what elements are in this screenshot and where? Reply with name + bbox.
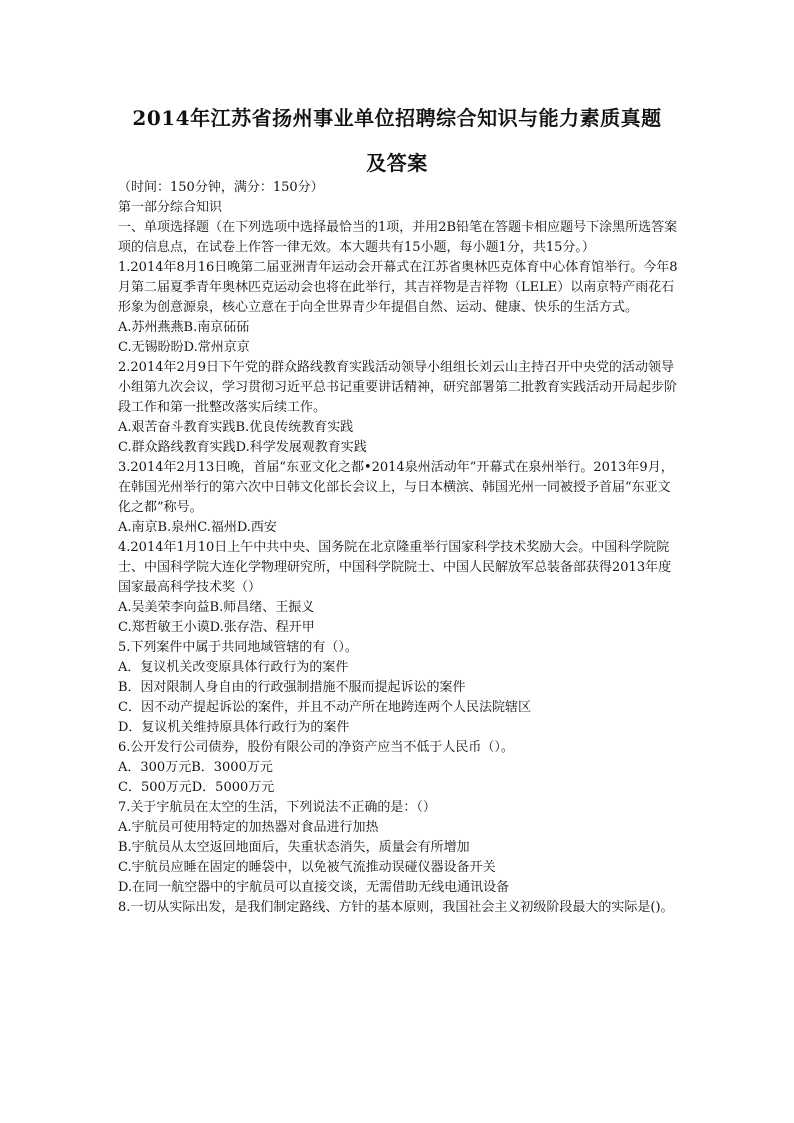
exam-info: （时间：150分钟，满分：150分） xyxy=(118,180,324,195)
instructions: 一、单项选择题（在下列选项中选择最恰当的1项，并用2B铅笔在答题卡相应题号下涂黑所选答案项的信息点，在试卷上作答一律无效。本大题共有15小题，每小题1分，共15分。） xyxy=(118,220,678,255)
question-4-options-cd: C.郑哲敏王小谟D.张存浩、程开甲 xyxy=(118,620,315,635)
question-4-options-ab: A.吴美荣李向益B.师昌绪、王振义 xyxy=(118,600,315,615)
question-5-option-d: D．复议机关维持原具体行政行为的案件 xyxy=(118,720,350,735)
question-1-options-ab: A.苏州燕燕B.南京砳砳 xyxy=(118,320,250,335)
question-2-options-ab: A.艰苦奋斗教育实践B.优良传统教育实践 xyxy=(118,420,354,435)
question-6-options-cd: C．500万元D．5000万元 xyxy=(118,780,275,795)
question-6: 6.公开发行公司债券，股份有限公司的净资产应当不低于人民币（）。 xyxy=(118,740,514,755)
question-4: 4.2014年1月10日上午中共中央、国务院在北京隆重举行国家科学技术奖励大会。中国科学院院士、中国科学院大连化学物理研究所，中国科学院院士、中国人民解放军总装备部获得2013年度国家最高科学技术奖（） xyxy=(118,540,672,595)
question-5-option-b: B．因对限制人身自由的行政强制措施不服而提起诉讼的案件 xyxy=(118,680,466,695)
document-title: 2014年江苏省扬州事业单位招聘综合知识与能力素质真题 xyxy=(132,106,662,130)
question-1-options-cd: C.无锡盼盼D.常州京京 xyxy=(118,340,250,355)
question-7-option-d: D.在同一航空器中的宇航员可以直接交谈，无需借助无线电通讯设备 xyxy=(118,880,510,895)
question-7-option-c: C.宇航员应睡在固定的睡袋中，以免被气流推动误碰仪器设备开关 xyxy=(118,860,496,875)
section-heading: 第一部分综合知识 xyxy=(118,200,223,215)
document-title-continued: 及答案 xyxy=(366,151,428,175)
question-7-option-a: A.宇航员可使用特定的加热器对食品进行加热 xyxy=(118,820,379,835)
question-8: 8.一切从实际出发，是我们制定路线、方针的基本原则，我国社会主义初级阶段最大的实际是()。 xyxy=(118,900,674,915)
question-7: 7.关于宇航员在太空的生活，下列说法不正确的是：（） xyxy=(118,800,436,815)
question-3-options: A.南京B.泉州C.福州D.西安 xyxy=(118,520,277,535)
question-2-options-cd: C.群众路线教育实践D.科学发展观教育实践 xyxy=(118,440,367,455)
question-6-options-ab: A．300万元B．3000万元 xyxy=(118,760,273,775)
question-5-option-c: C．因不动产提起诉讼的案件，并且不动产所在地跨连两个人民法院辖区 xyxy=(118,700,531,715)
question-5: 5.下列案件中属于共同地域管辖的有（）。 xyxy=(118,640,358,655)
question-2: 2.2014年2月9日下午党的群众路线教育实践活动领导小组组长刘云山主持召开中央党的活动领导小组第九次会议，学习贯彻习近平总书记重要讲话精神，研究部署第二批教育实践活动开局起步阶段工作和第一批整改落实后续工作。 xyxy=(118,360,678,415)
question-7-option-b: B.宇航员从太空返回地面后，失重状态消失，质量会有所增加 xyxy=(118,840,470,855)
question-1: 1.2014年8月16日晚第二届亚洲青年运动会开幕式在江苏省奥林匹克体育中心体育馆举行。今年8月第二届夏季青年奥林匹克运动会也将在此举行，其吉祥物是吉祥物（LELE）以南京特产雨花石形象为创意源泉，核心立意在于向全世界青少年提倡自然、运动、健康、快乐的生活方式。 xyxy=(118,260,678,315)
question-3: 3.2014年2月13日晚，首届“东亚文化之都•2014泉州活动年”开幕式在泉州举行。2013年9月，在韩国光州举行的第六次中日韩文化部长会议上，与日本横滨、韩国光州一同被授予首届“东亚文化之都”称号。 xyxy=(118,460,674,515)
question-5-option-a: A．复议机关改变原具体行政行为的案件 xyxy=(118,660,349,675)
document-body xyxy=(118,178,678,918)
